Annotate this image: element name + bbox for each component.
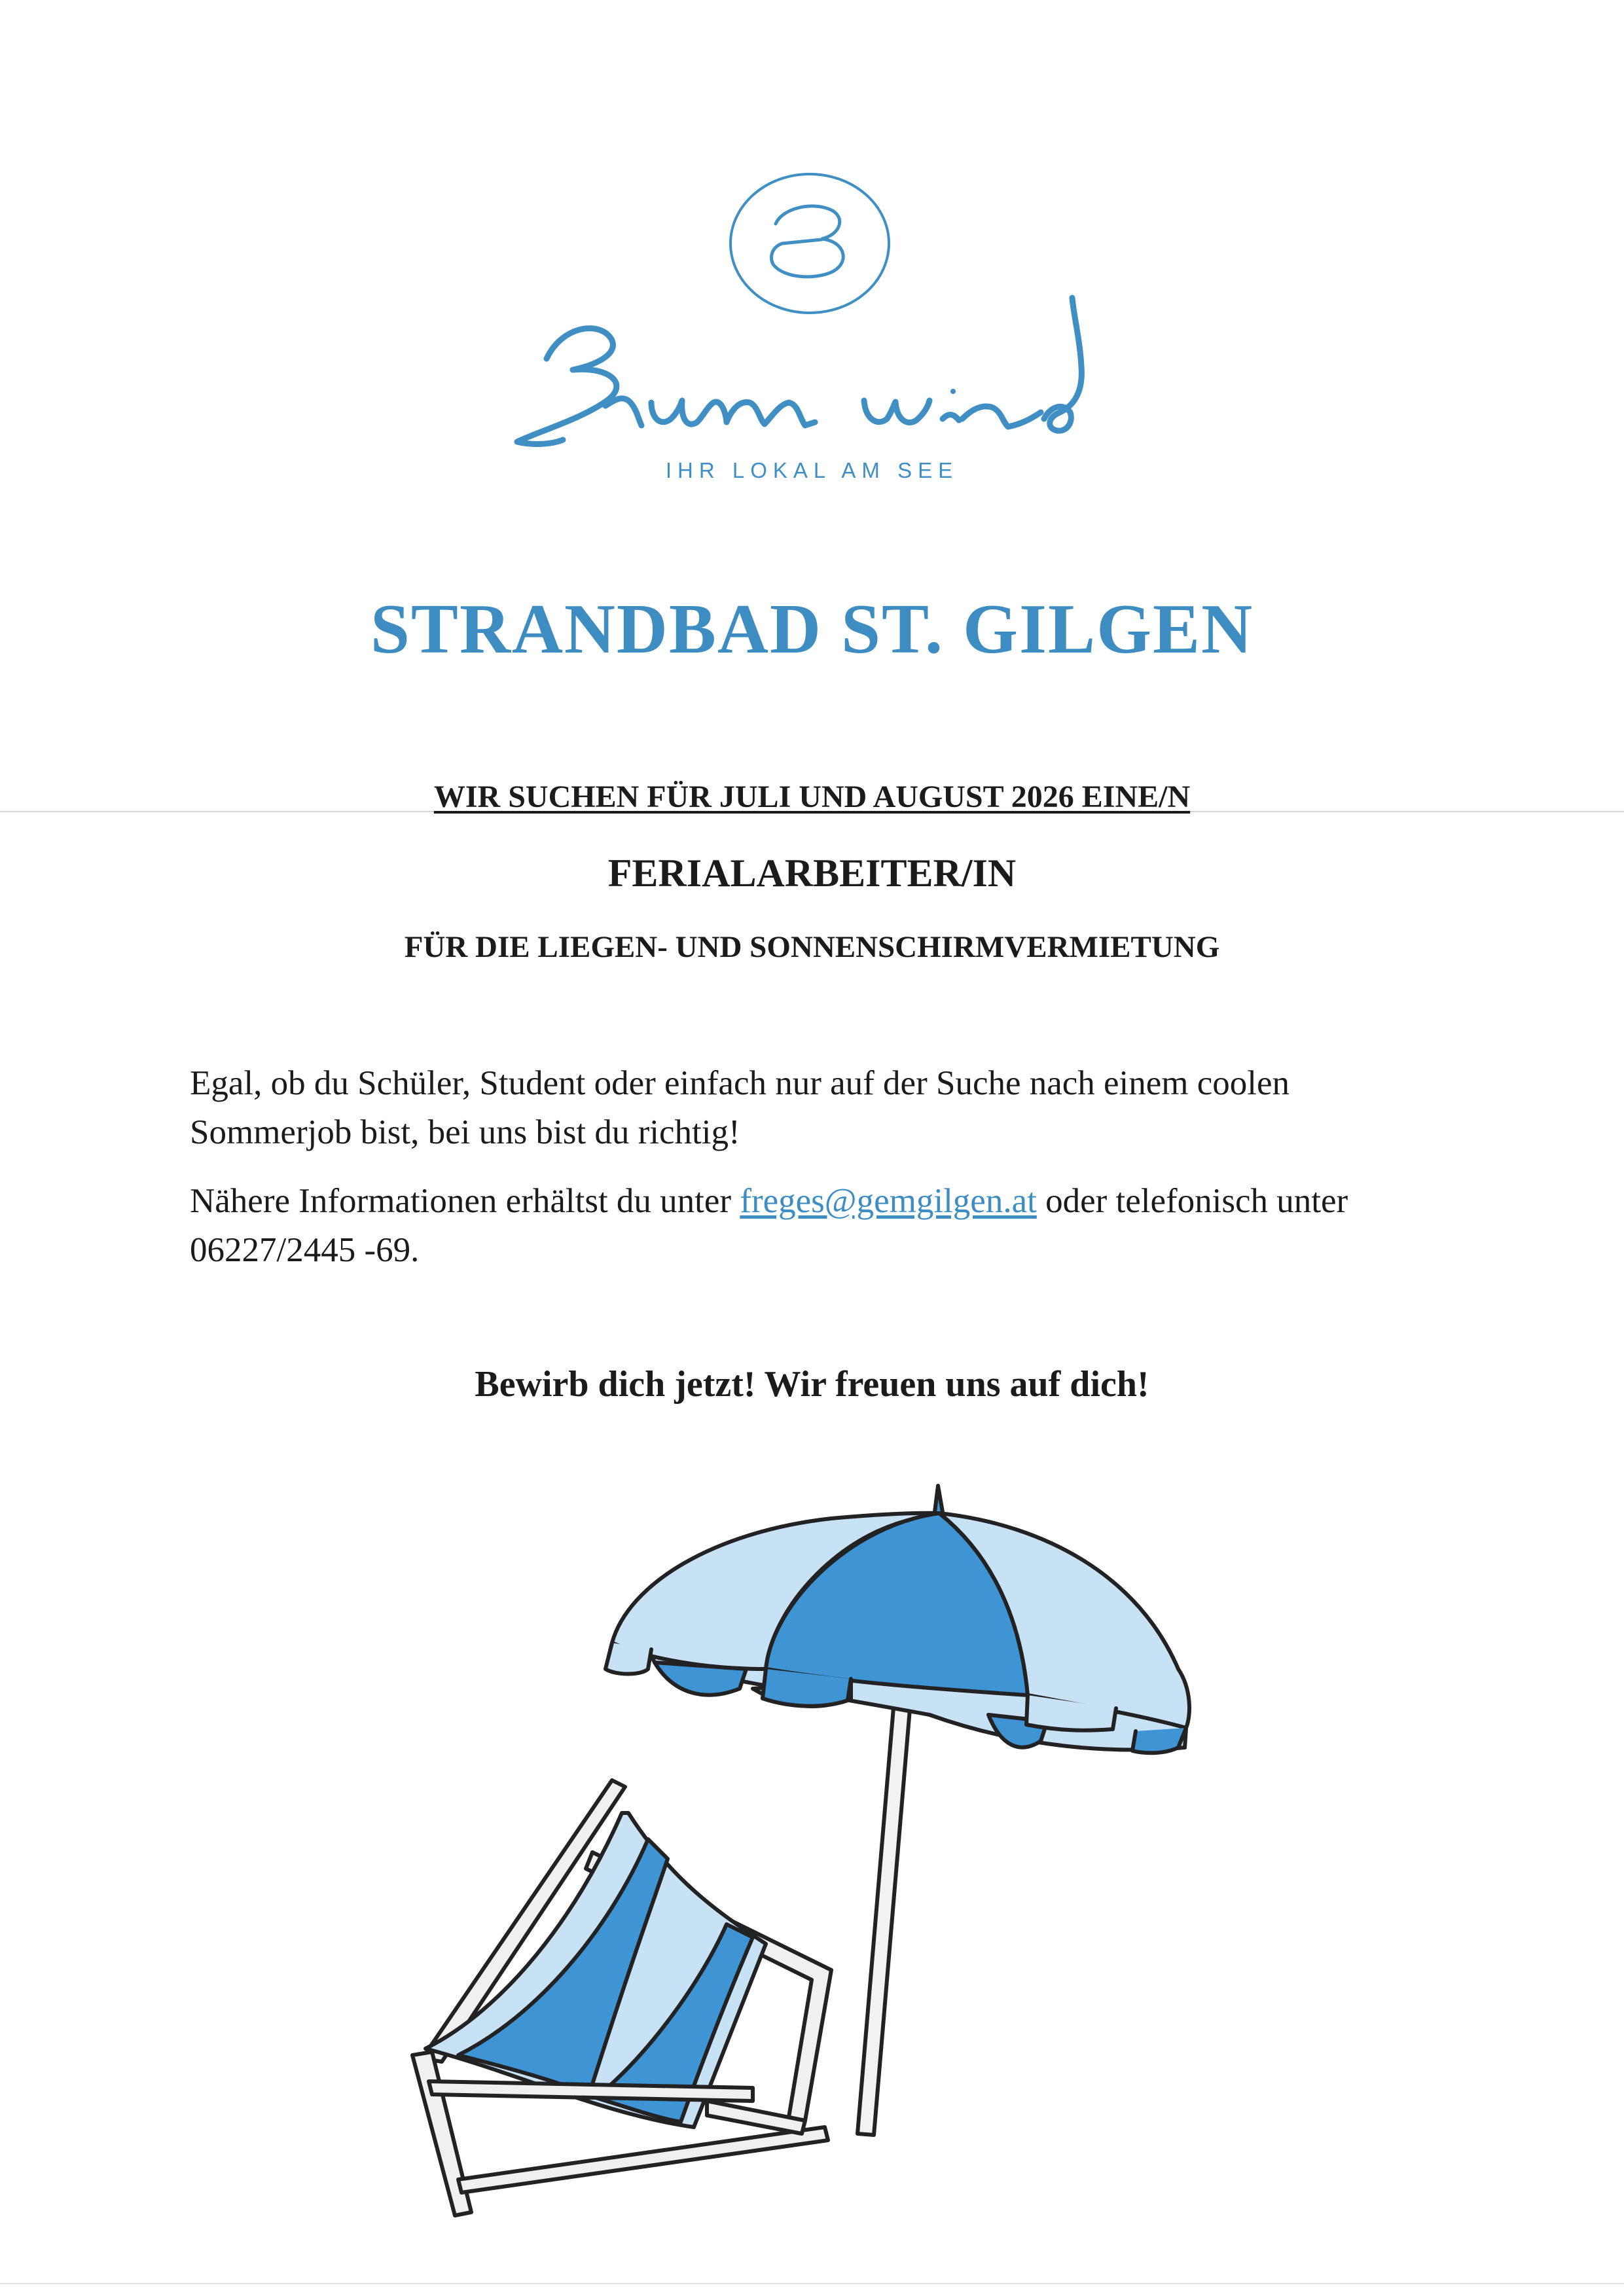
contact-text-before: Nähere Informationen erhältst du unter bbox=[190, 1182, 740, 1220]
call-to-action: Bewirb dich jetzt! Wir freuen uns auf dich! bbox=[475, 1364, 1149, 1405]
brunnwind-logo bbox=[0, 0, 1624, 524]
contact-text-after: oder telefonisch unter 06227/2445 -69. bbox=[190, 1182, 1348, 1269]
job-role: FERIALARBEITER/IN bbox=[607, 852, 1017, 895]
brunnwind-logo-mark bbox=[0, 0, 1624, 497]
intro-paragraph: Egal, ob du Schüler, Student oder einfach nur auf der Suche nach einem coolen Sommerjob bist, bei uns bist du richtig! bbox=[190, 1064, 1290, 1151]
scan-artifact-line-bottom bbox=[0, 2283, 1624, 2284]
logo-tagline: IHR LOKAL AM SEE bbox=[665, 458, 959, 482]
contact-paragraph bbox=[190, 1177, 1434, 1275]
job-scope: FÜR DIE LIEGEN- UND SONNENSCHIRMVERMIETUNG bbox=[404, 930, 1220, 964]
page-title: STRANDBAD ST. GILGEN bbox=[370, 590, 1254, 668]
beach-umbrella-chair-illustration bbox=[0, 1473, 1624, 2258]
email-link[interactable]: freges@gemgilgen.at bbox=[740, 1182, 1037, 1220]
job-subheading: WIR SUCHEN FÜR JULI UND AUGUST 2026 EINE/N bbox=[433, 780, 1191, 814]
